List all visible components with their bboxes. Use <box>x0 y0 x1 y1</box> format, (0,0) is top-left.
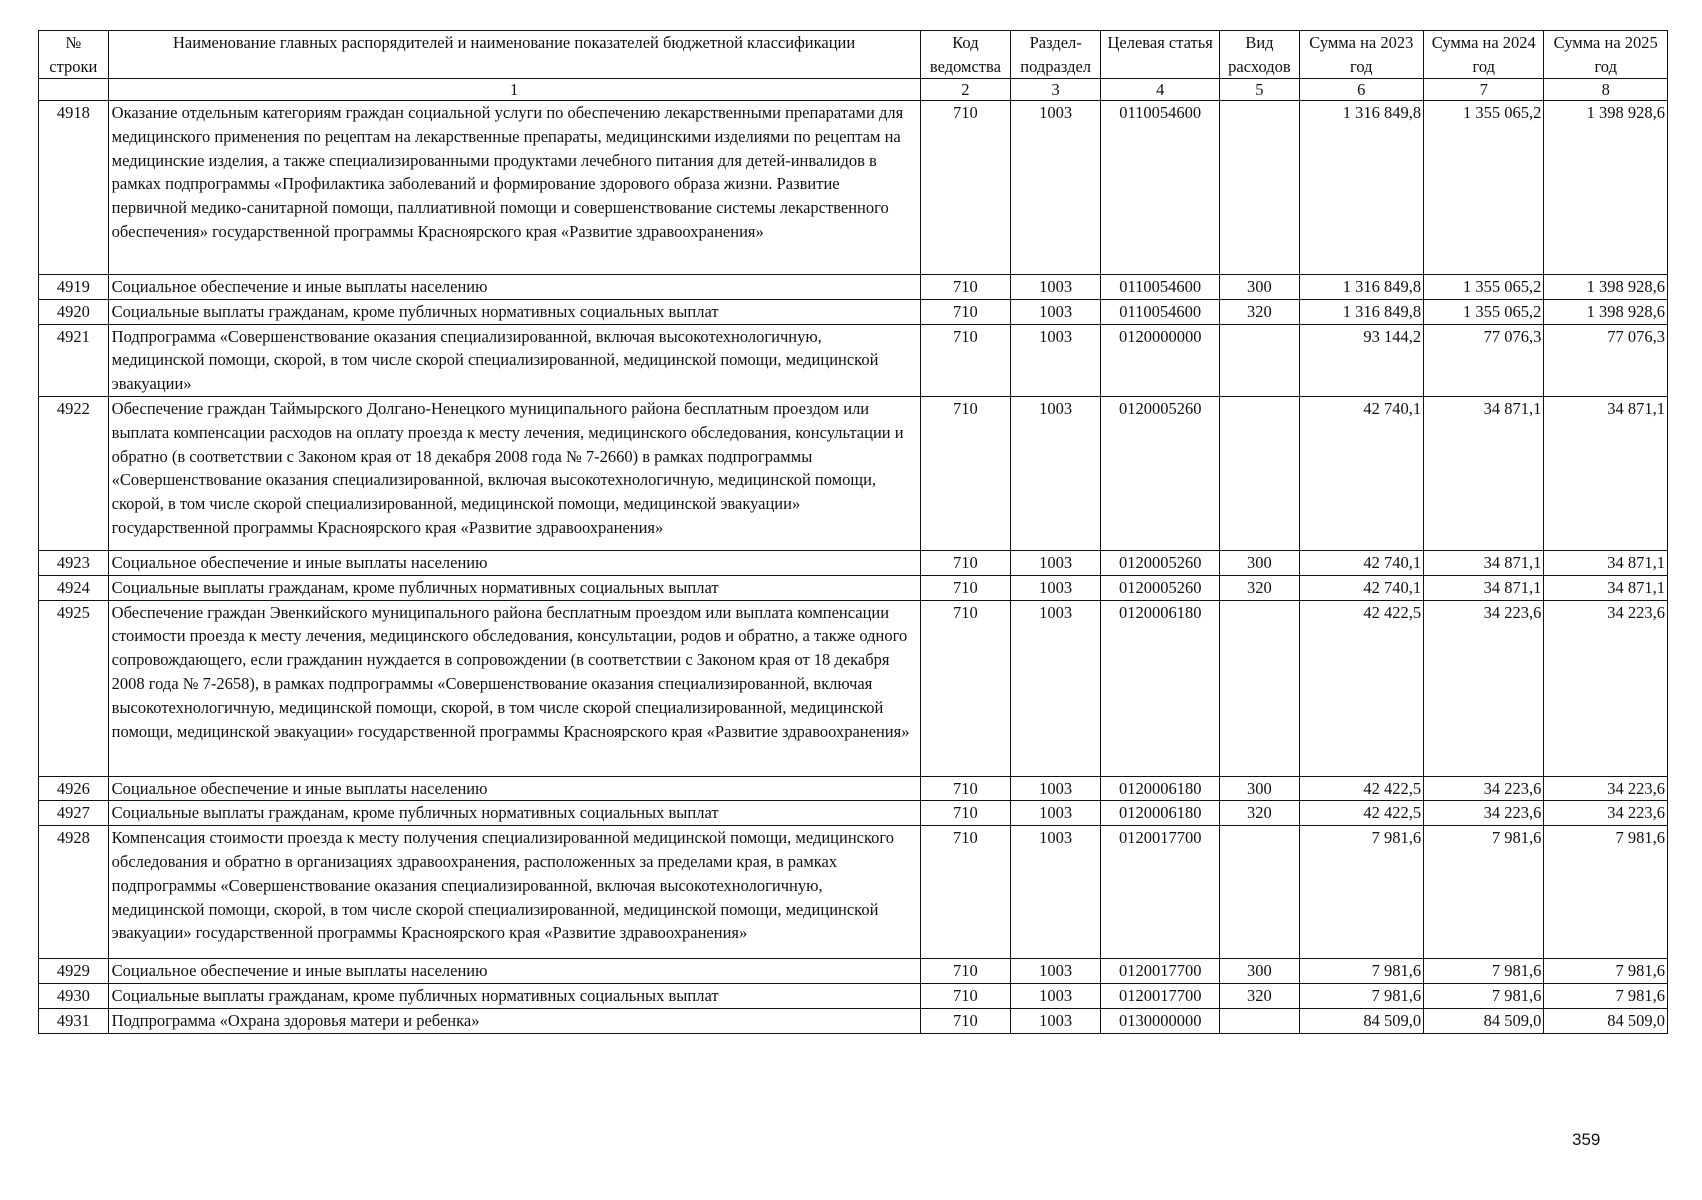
expense-type <box>1220 600 1299 776</box>
sum-2024: 1 355 065,2 <box>1424 299 1544 324</box>
sum-2023: 84 509,0 <box>1299 1008 1424 1033</box>
target-item: 0130000000 <box>1101 1008 1220 1033</box>
row-number: 4931 <box>39 1008 109 1033</box>
sum-2024: 1 355 065,2 <box>1424 101 1544 275</box>
sum-2025: 1 398 928,6 <box>1544 275 1668 300</box>
table-row <box>39 396 1668 550</box>
sum-2023: 42 740,1 <box>1299 550 1424 575</box>
sum-2024: 1 355 065,2 <box>1424 275 1544 300</box>
row-name: Подпрограмма «Совершенствование оказания специализированной, включая высокотехнологичную, медицинской помощи, скорой, в том числе скорой специализированной, медицинской помощи, медицинской эвакуации» <box>108 324 920 396</box>
expense-type: 320 <box>1220 299 1299 324</box>
section-code: 1003 <box>1011 826 1101 959</box>
dept-code: 710 <box>920 396 1011 550</box>
column-number: 7 <box>1424 79 1544 101</box>
page-number: 359 <box>1572 1130 1601 1149</box>
section-code: 1003 <box>1011 101 1101 275</box>
target-item: 0120005260 <box>1101 575 1220 600</box>
target-item: 0120006180 <box>1101 801 1220 826</box>
table-row <box>39 550 1668 575</box>
table-row <box>39 983 1668 1008</box>
row-name: Оказание отдельным категориям граждан социальной услуги по обеспечению лекарственными препаратами для медицинского применения по рецептам на лекарственные препараты, медицинскими изделиями по рецептам на медицинские изделия, а также специализированными продуктами лечебного питания для детей-инвалидов в рамках подпрограммы «Профилактика заболеваний и формирование здорового образа жизни. Развитие первичной медико-санитарной помощи, паллиативной помощи и совершенствование системы лекарственного обеспечения» государственной программы Красноярского края «Развитие здравоохранения» <box>108 101 920 275</box>
dept-code: 710 <box>920 324 1011 396</box>
table-row <box>39 826 1668 959</box>
row-number: 4926 <box>39 776 109 801</box>
sum-2025: 34 871,1 <box>1544 575 1668 600</box>
sum-2025: 7 981,6 <box>1544 826 1668 959</box>
table-row <box>39 575 1668 600</box>
table-row <box>39 299 1668 324</box>
header-section: Раздел-подраздел <box>1011 31 1101 79</box>
section-code: 1003 <box>1011 983 1101 1008</box>
section-code: 1003 <box>1011 299 1101 324</box>
expense-type: 320 <box>1220 575 1299 600</box>
row-number: 4923 <box>39 550 109 575</box>
sum-2024: 77 076,3 <box>1424 324 1544 396</box>
header-expense-type: Вид расходов <box>1220 31 1299 79</box>
row-number: 4930 <box>39 983 109 1008</box>
sum-2023: 7 981,6 <box>1299 959 1424 984</box>
sum-2025: 1 398 928,6 <box>1544 299 1668 324</box>
row-number: 4929 <box>39 959 109 984</box>
table-row <box>39 776 1668 801</box>
sum-2025: 1 398 928,6 <box>1544 101 1668 275</box>
expense-type: 300 <box>1220 959 1299 984</box>
dept-code: 710 <box>920 801 1011 826</box>
table-row <box>39 1008 1668 1033</box>
column-number: 8 <box>1544 79 1668 101</box>
table-row <box>39 801 1668 826</box>
row-name: Социальное обеспечение и иные выплаты населению <box>108 776 920 801</box>
expense-type <box>1220 396 1299 550</box>
column-number: 5 <box>1220 79 1299 101</box>
header-sum-2023: Сумма на 2023 год <box>1299 31 1424 79</box>
row-number: 4928 <box>39 826 109 959</box>
column-number: 1 <box>108 79 920 101</box>
target-item: 0110054600 <box>1101 275 1220 300</box>
sum-2025: 7 981,6 <box>1544 983 1668 1008</box>
sum-2024: 84 509,0 <box>1424 1008 1544 1033</box>
sum-2024: 34 223,6 <box>1424 801 1544 826</box>
row-number: 4924 <box>39 575 109 600</box>
section-code: 1003 <box>1011 959 1101 984</box>
sum-2024: 7 981,6 <box>1424 826 1544 959</box>
row-number: 4918 <box>39 101 109 275</box>
row-name: Социальные выплаты гражданам, кроме публичных нормативных социальных выплат <box>108 299 920 324</box>
target-item: 0120005260 <box>1101 396 1220 550</box>
sum-2023: 1 316 849,8 <box>1299 299 1424 324</box>
target-item: 0110054600 <box>1101 299 1220 324</box>
row-name: Социальное обеспечение и иные выплаты населению <box>108 275 920 300</box>
dept-code: 710 <box>920 575 1011 600</box>
sum-2023: 1 316 849,8 <box>1299 101 1424 275</box>
section-code: 1003 <box>1011 550 1101 575</box>
table-row <box>39 959 1668 984</box>
table-row <box>39 101 1668 275</box>
table-row <box>39 324 1668 396</box>
target-item: 0120006180 <box>1101 776 1220 801</box>
sum-2023: 42 422,5 <box>1299 801 1424 826</box>
expense-type: 320 <box>1220 801 1299 826</box>
header-sum-2025: Сумма на 2025 год <box>1544 31 1668 79</box>
row-name: Обеспечение граждан Таймырского Долгано-Ненецкого муниципального района бесплатным проездом или выплата компенсации расходов на оплату проезда к месту лечения, медицинского обследования, консультации и обратно (в соответствии с Законом края от 18 декабря 2008 года № 7-2660) в рамках подпрограммы «Совершенствование оказания специализированной, включая высокотехнологичную, медицинской помощи, скорой, в том числе скорой специализированной, медицинской помощи, медицинской эвакуации» государственной программы Красноярского края «Развитие здравоохранения» <box>108 396 920 550</box>
row-number: 4925 <box>39 600 109 776</box>
header-target-item: Целевая статья <box>1101 31 1220 79</box>
sum-2024: 7 981,6 <box>1424 983 1544 1008</box>
expense-type: 300 <box>1220 275 1299 300</box>
sum-2025: 84 509,0 <box>1544 1008 1668 1033</box>
row-number: 4919 <box>39 275 109 300</box>
target-item: 0120000000 <box>1101 324 1220 396</box>
dept-code: 710 <box>920 776 1011 801</box>
sum-2024: 34 871,1 <box>1424 575 1544 600</box>
expense-type: 300 <box>1220 776 1299 801</box>
header-row-number: № строки <box>39 31 109 79</box>
header-row <box>39 31 1668 79</box>
expense-type <box>1220 826 1299 959</box>
dept-code: 710 <box>920 600 1011 776</box>
dept-code: 710 <box>920 826 1011 959</box>
row-number: 4927 <box>39 801 109 826</box>
sum-2024: 34 223,6 <box>1424 600 1544 776</box>
column-number: 2 <box>920 79 1011 101</box>
section-code: 1003 <box>1011 776 1101 801</box>
target-item: 0120006180 <box>1101 600 1220 776</box>
column-number: 3 <box>1011 79 1101 101</box>
sum-2024: 34 871,1 <box>1424 550 1544 575</box>
sum-2023: 1 316 849,8 <box>1299 275 1424 300</box>
row-name: Подпрограмма «Охрана здоровья матери и ребенка» <box>108 1008 920 1033</box>
sum-2023: 42 740,1 <box>1299 396 1424 550</box>
expense-type <box>1220 324 1299 396</box>
sum-2023: 42 740,1 <box>1299 575 1424 600</box>
section-code: 1003 <box>1011 396 1101 550</box>
row-name: Компенсация стоимости проезда к месту получения специализированной медицинской помощи, медицинского обследования и обратно в организациях здравоохранения, расположенных за пределами края, в рамках подпрограммы «Совершенствование оказания специализированной, включая высокотехнологичную, медицинской помощи, скорой, в том числе скорой специализированной, медицинской помощи, медицинской эвакуации» государственной программы Красноярского края «Развитие здравоохранения» <box>108 826 920 959</box>
sum-2023: 42 422,5 <box>1299 600 1424 776</box>
row-name: Обеспечение граждан Эвенкийского муниципального района бесплатным проездом или выплата компенсации стоимости проезда к месту лечения, медицинского обследования, консультации, родов и обратно, а также одного сопровождающего, если гражданин нуждается в сопровождении (в соответствии с Законом края от 18 декабря 2008 года № 7-2658), в рамках подпрограммы «Совершенствование оказания специализированной, включая высокотехнологичную, медицинской помощи, скорой, в том числе скорой специализированной, медицинской помощи, медицинской эвакуации» государственной программы Красноярского края «Развитие здравоохранения» <box>108 600 920 776</box>
section-code: 1003 <box>1011 801 1101 826</box>
target-item: 0120017700 <box>1101 959 1220 984</box>
dept-code: 710 <box>920 959 1011 984</box>
sum-2023: 42 422,5 <box>1299 776 1424 801</box>
column-numbers-row <box>39 79 1668 101</box>
dept-code: 710 <box>920 1008 1011 1033</box>
sum-2024: 34 223,6 <box>1424 776 1544 801</box>
row-name: Социальные выплаты гражданам, кроме публичных нормативных социальных выплат <box>108 801 920 826</box>
header-dept-code: Код ведомства <box>920 31 1011 79</box>
dept-code: 710 <box>920 275 1011 300</box>
column-number: 4 <box>1101 79 1220 101</box>
row-name: Социальное обеспечение и иные выплаты населению <box>108 959 920 984</box>
sum-2025: 34 871,1 <box>1544 550 1668 575</box>
section-code: 1003 <box>1011 575 1101 600</box>
sum-2023: 7 981,6 <box>1299 983 1424 1008</box>
sum-2023: 93 144,2 <box>1299 324 1424 396</box>
column-number: 6 <box>1299 79 1424 101</box>
target-item: 0120017700 <box>1101 983 1220 1008</box>
sum-2023: 7 981,6 <box>1299 826 1424 959</box>
dept-code: 710 <box>920 299 1011 324</box>
row-name: Социальные выплаты гражданам, кроме публичных нормативных социальных выплат <box>108 983 920 1008</box>
sum-2025: 77 076,3 <box>1544 324 1668 396</box>
sum-2025: 34 223,6 <box>1544 600 1668 776</box>
budget-table <box>38 30 1668 1034</box>
section-code: 1003 <box>1011 275 1101 300</box>
section-code: 1003 <box>1011 600 1101 776</box>
table-row <box>39 600 1668 776</box>
sum-2024: 7 981,6 <box>1424 959 1544 984</box>
sum-2025: 34 223,6 <box>1544 776 1668 801</box>
column-number <box>39 79 109 101</box>
target-item: 0110054600 <box>1101 101 1220 275</box>
expense-type <box>1220 1008 1299 1033</box>
sum-2025: 34 871,1 <box>1544 396 1668 550</box>
expense-type: 320 <box>1220 983 1299 1008</box>
row-name: Социальное обеспечение и иные выплаты населению <box>108 550 920 575</box>
sum-2025: 34 223,6 <box>1544 801 1668 826</box>
dept-code: 710 <box>920 983 1011 1008</box>
target-item: 0120017700 <box>1101 826 1220 959</box>
expense-type: 300 <box>1220 550 1299 575</box>
row-number: 4920 <box>39 299 109 324</box>
target-item: 0120005260 <box>1101 550 1220 575</box>
row-number: 4922 <box>39 396 109 550</box>
table-row <box>39 275 1668 300</box>
sum-2024: 34 871,1 <box>1424 396 1544 550</box>
header-sum-2024: Сумма на 2024 год <box>1424 31 1544 79</box>
row-name: Социальные выплаты гражданам, кроме публичных нормативных социальных выплат <box>108 575 920 600</box>
row-number: 4921 <box>39 324 109 396</box>
expense-type <box>1220 101 1299 275</box>
section-code: 1003 <box>1011 324 1101 396</box>
dept-code: 710 <box>920 550 1011 575</box>
sum-2025: 7 981,6 <box>1544 959 1668 984</box>
section-code: 1003 <box>1011 1008 1101 1033</box>
dept-code: 710 <box>920 101 1011 275</box>
header-name: Наименование главных распорядителей и наименование показателей бюджетной классификации <box>108 31 920 79</box>
